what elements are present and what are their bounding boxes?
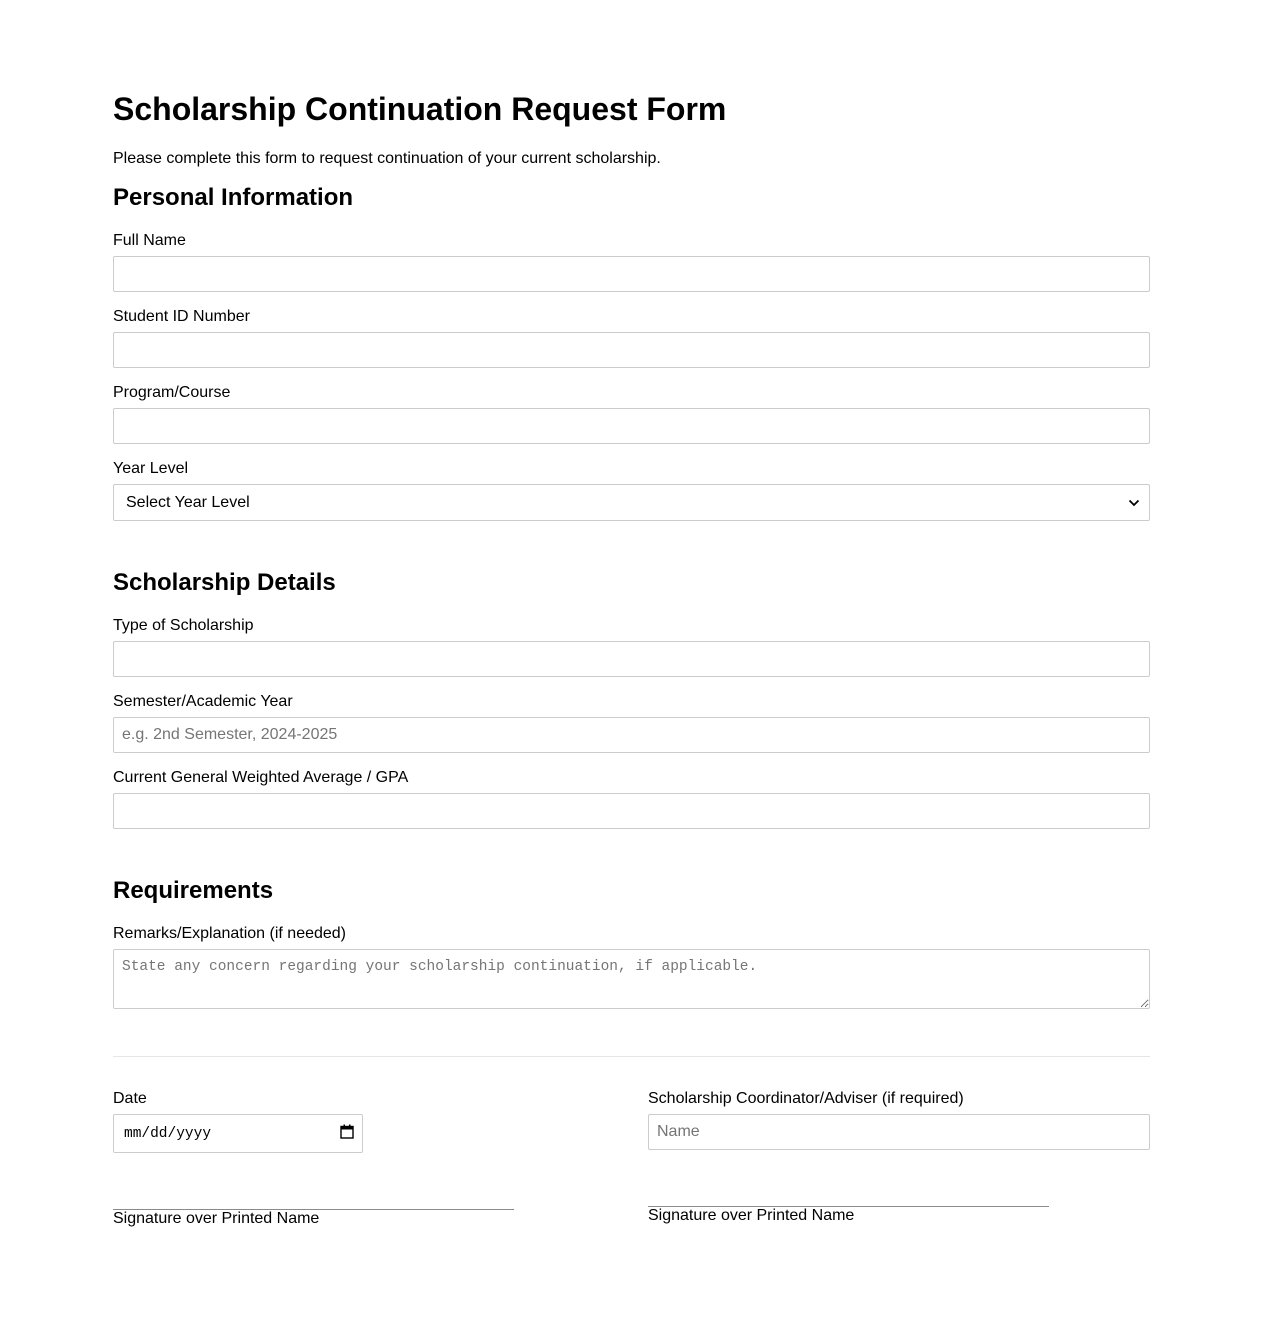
year-level-selected-value: Select Year Level: [126, 493, 250, 511]
coordinator-name-input[interactable]: [648, 1114, 1150, 1150]
section-heading-personal: Personal Information: [113, 184, 354, 211]
chevron-down-icon: [1127, 496, 1141, 510]
student-id-label: Student ID Number: [113, 308, 250, 325]
date-label: Date: [113, 1090, 147, 1107]
form-intro: Please complete this form to request continuation of your current scholarship.: [113, 150, 661, 167]
full-name-input[interactable]: [113, 256, 1150, 292]
student-id-input[interactable]: [113, 332, 1150, 368]
semester-input[interactable]: [113, 717, 1150, 753]
section-heading-requirements: Requirements: [113, 877, 274, 904]
date-placeholder: mm/dd/yyyy: [124, 1125, 212, 1142]
full-name-label: Full Name: [113, 232, 186, 249]
remarks-label: Remarks/Explanation (if needed): [113, 925, 347, 942]
year-level-select[interactable]: [113, 484, 1150, 521]
date-input[interactable]: [113, 1114, 363, 1153]
page-title: Scholarship Continuation Request Form: [113, 91, 727, 127]
program-label: Program/Course: [113, 384, 231, 401]
year-level-label: Year Level: [113, 460, 189, 477]
section-divider: [113, 1056, 1150, 1057]
signature-label-right: Signature over Printed Name: [648, 1207, 855, 1224]
semester-label: Semester/Academic Year: [113, 693, 293, 710]
section-heading-scholarship: Scholarship Details: [113, 569, 336, 596]
calendar-icon[interactable]: [340, 1124, 354, 1144]
program-input[interactable]: [113, 408, 1150, 444]
gpa-label: Current General Weighted Average / GPA: [113, 769, 409, 786]
signature-label-left: Signature over Printed Name: [113, 1210, 320, 1227]
remarks-textarea[interactable]: [113, 949, 1150, 1009]
scholarship-type-input[interactable]: [113, 641, 1150, 677]
gpa-input[interactable]: [113, 793, 1150, 829]
scholarship-type-label: Type of Scholarship: [113, 617, 254, 634]
coordinator-label: Scholarship Coordinator/Adviser (if required): [648, 1090, 964, 1107]
